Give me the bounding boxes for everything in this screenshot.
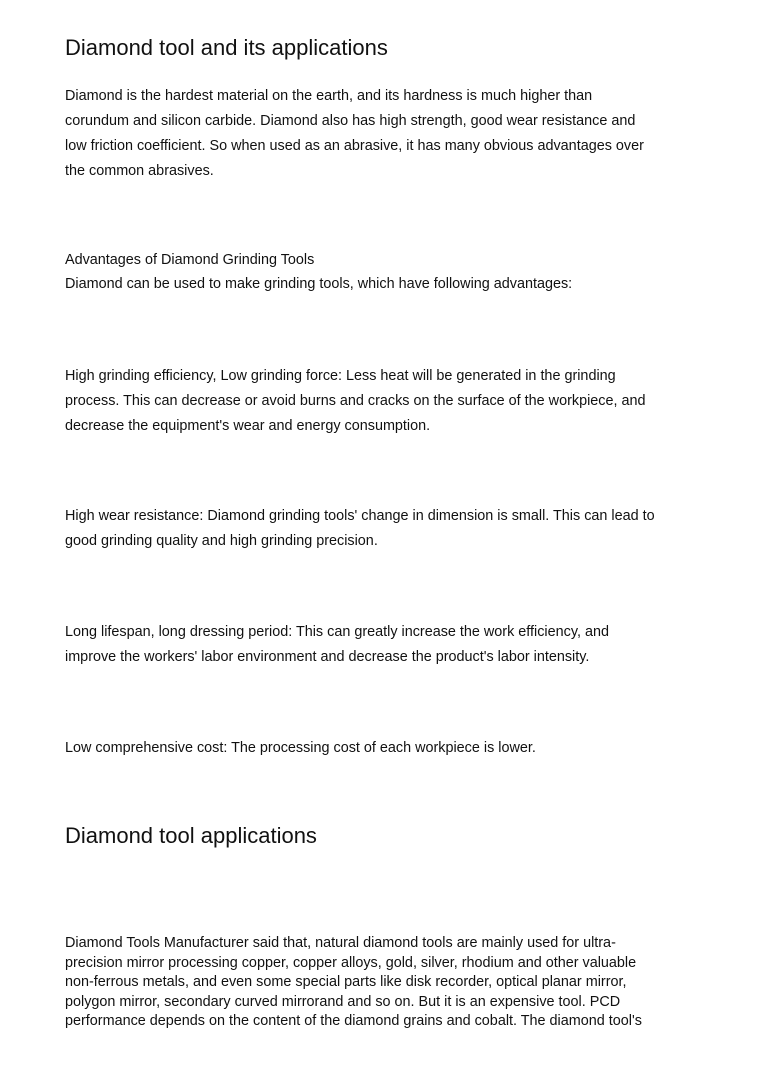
applications-line: non-ferrous metals, and even some special parts like disk recorder, optical planar mirror, [65,974,627,990]
advantage-item [65,736,715,761]
advantage-line: decrease the equipment's wear and energy consumption. [65,418,431,434]
advantage-line: good grinding quality and high grinding precision. [65,533,378,549]
advantage-item [65,620,715,670]
intro-line: Diamond is the hardest material on the earth, and its hardness is much higher than [65,88,593,104]
advantage-line: Long lifespan, long dressing period: This can greatly increase the work efficiency, and [65,624,609,640]
advantages-intro: Diamond can be used to make grinding tools, which have following advantages: [65,276,573,292]
applications-line: Diamond Tools Manufacturer said that, natural diamond tools are mainly used for ultra- [65,935,616,951]
intro-line: the common abrasives. [65,163,214,179]
advantages-section [65,248,715,297]
advantage-line: Low comprehensive cost: The processing cost of each workpiece is lower. [65,740,536,756]
advantage-line: process. This can decrease or avoid burns and cracks on the surface of the workpiece, and [65,393,646,409]
advantages-heading: Advantages of Diamond Grinding Tools [65,252,315,268]
applications-line: performance depends on the content of the diamond grains and cobalt. The diamond tool's [65,1013,642,1029]
applications-title: Diamond tool applications [65,823,317,848]
intro-paragraph [65,84,715,184]
advantage-item [65,364,715,439]
intro-line: corundum and silicon carbide. Diamond also has high strength, good wear resistance and [65,113,636,129]
advantage-item [65,504,715,554]
applications-line: polygon mirror, secondary curved mirrorand and so on. But it is an expensive tool. PCD [65,993,621,1010]
advantage-line: improve the workers' labor environment and decrease the product's labor intensity. [65,649,590,665]
applications-line: precision mirror processing copper, copper alloys, gold, silver, rhodium and other valuable [65,954,637,971]
intro-line: low friction coefficient. So when used as an abrasive, it has many obvious advantages over [65,138,644,154]
document-title: Diamond tool and its applications [65,35,388,60]
advantage-line: High grinding efficiency, Low grinding force: Less heat will be generated in the grinding [65,368,616,384]
applications-paragraph [65,934,715,1032]
advantage-line: High wear resistance: Diamond grinding tools' change in dimension is small. This can lead to [65,508,655,524]
